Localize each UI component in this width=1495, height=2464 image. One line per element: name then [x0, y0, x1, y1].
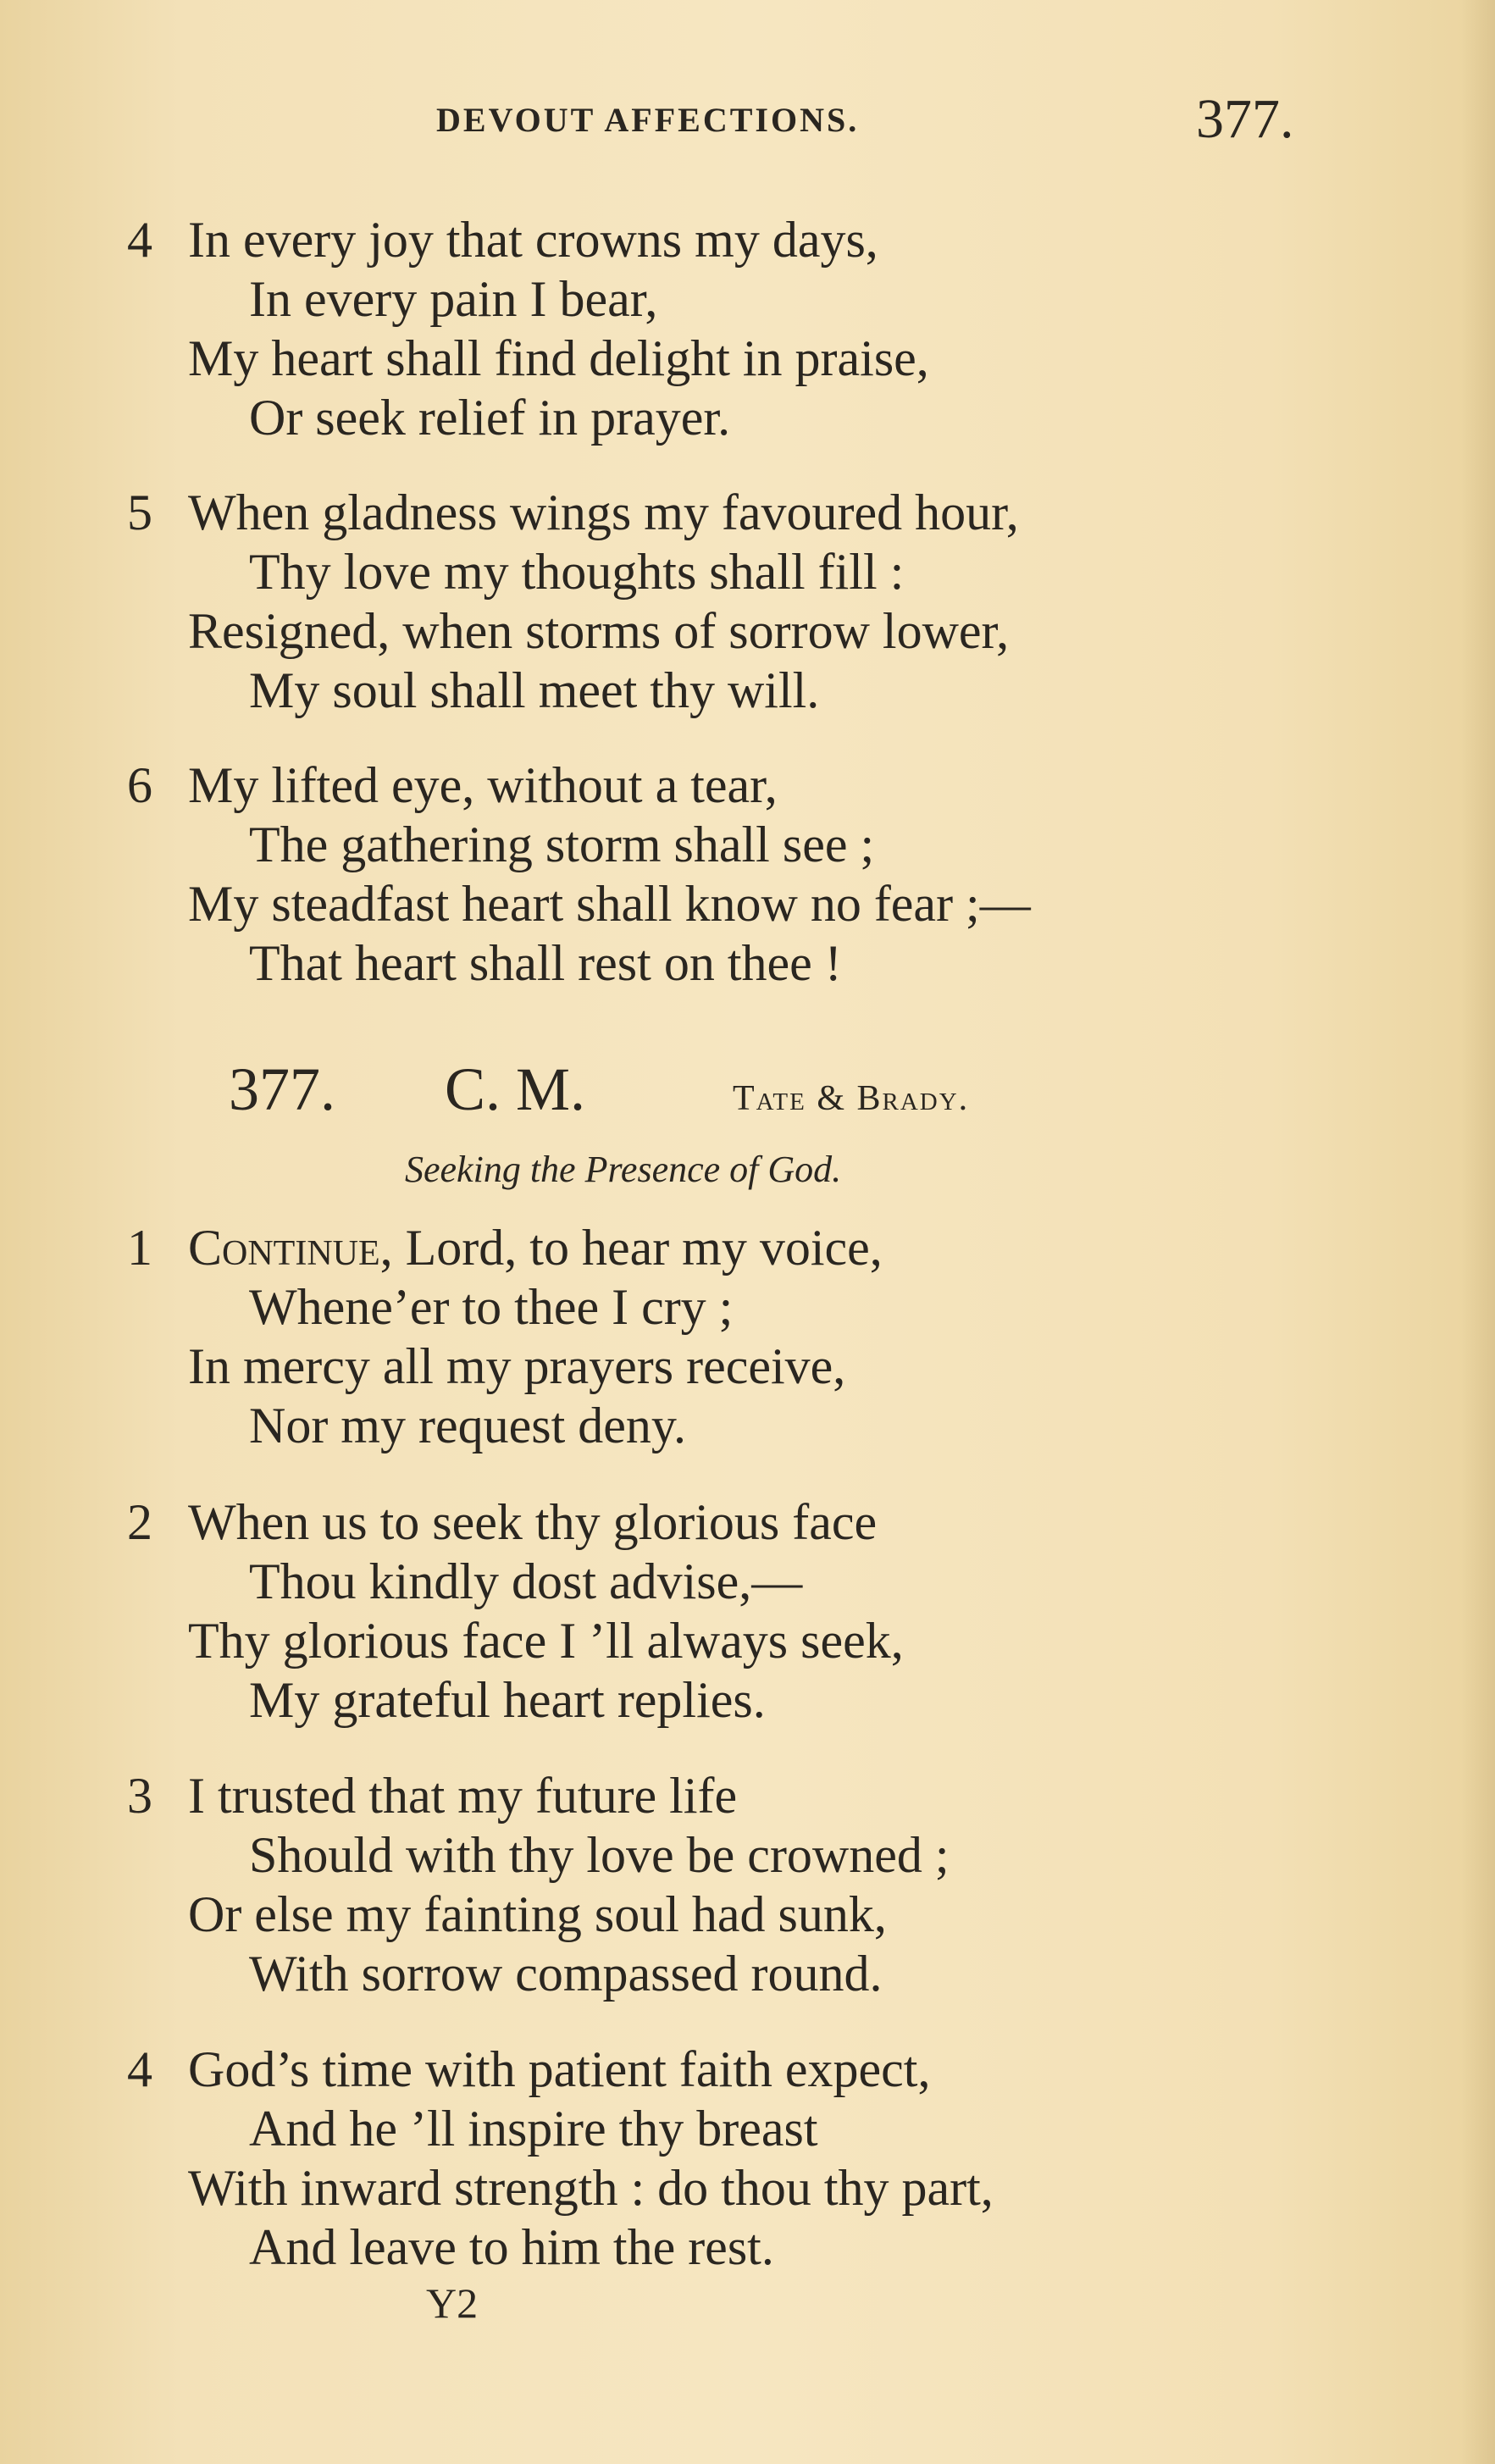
stanza-number: 3 [127, 1768, 152, 1824]
verse-line: With sorrow compassed round. [249, 1946, 883, 2002]
first-word: Continue, [188, 1220, 393, 1276]
hymn-author: Tate & Brady. [733, 1079, 970, 1118]
verse-line: I trusted that my future life [188, 1768, 738, 1824]
verse-line: And he ’ll inspire thy breast [249, 2101, 818, 2157]
hymn-subtitle: Seeking the Presence of God. [405, 1149, 842, 1190]
stanza-number: 6 [127, 757, 152, 813]
verse-line: Whene’er to thee I cry ; [249, 1279, 734, 1335]
verse-line: Or seek relief in prayer. [249, 390, 731, 446]
hymn-number: 377. [229, 1055, 335, 1123]
verse-line: In every joy that crowns my days, [188, 212, 878, 268]
verse-line: My grateful heart replies. [249, 1672, 766, 1728]
verse-line: Nor my request deny. [249, 1398, 686, 1453]
verse-line: Should with thy love be crowned ; [249, 1827, 950, 1883]
stanza-number: 5 [127, 484, 152, 540]
verse-line: With inward strength : do thou thy part, [188, 2160, 994, 2216]
verse-line: The gathering storm shall see ; [249, 817, 875, 872]
verse-line: God’s time with patient faith expect, [188, 2041, 931, 2097]
verse-line: In mercy all my prayers receive, [188, 1338, 846, 1394]
verse-line [188, 1218, 883, 1277]
verse-line: Or else my fainting soul had sunk, [188, 1886, 887, 1942]
verse-line: Resigned, when storms of sorrow lower, [188, 603, 1010, 659]
first-line-rest: Lord, to hear my voice, [392, 1220, 883, 1276]
verse-line: That heart shall rest on thee ! [249, 935, 842, 991]
stanza-number: 2 [127, 1494, 152, 1550]
verse-line: My steadfast heart shall know no fear ;— [188, 876, 1031, 932]
stanza-number: 1 [127, 1220, 152, 1276]
verse-line: Thy love my thoughts shall fill : [249, 544, 905, 600]
verse-line: In every pain I bear, [249, 271, 658, 327]
hymn-header [229, 1055, 969, 1125]
stanza-number: 4 [127, 2041, 152, 2097]
verse-line: When gladness wings my favoured hour, [188, 484, 1019, 540]
signature-mark: Y2 [426, 2279, 479, 2327]
verse-line: Thy glorious face I ’ll always seek, [188, 1613, 904, 1669]
verse-line: My lifted eye, without a tear, [188, 757, 778, 813]
hymn-meter: C. M. [445, 1055, 586, 1123]
verse-line: Thou kindly dost advise,— [249, 1553, 803, 1609]
verse-line: And leave to him the rest. [249, 2219, 774, 2275]
verse-line: My soul shall meet thy will. [249, 662, 820, 718]
verse-line: When us to seek thy glorious face [188, 1494, 878, 1550]
running-title: DEVOUT AFFECTIONS. [436, 101, 860, 139]
verse-line: My heart shall find delight in praise, [188, 330, 929, 386]
page-edge-shadow [1461, 0, 1495, 2464]
stanza-number: 4 [127, 212, 152, 268]
page-number: 377. [1196, 88, 1294, 150]
